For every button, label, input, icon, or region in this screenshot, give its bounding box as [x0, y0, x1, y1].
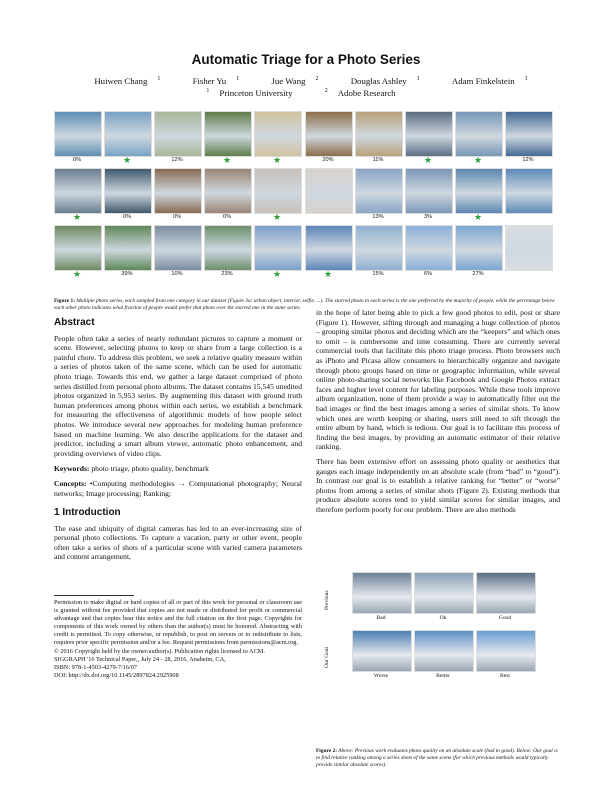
permission-block: Permission to make digital or hard copies of all or part of this work for personal or classroom use is granted without fee provided that copies are not made or distributed for profit or commercial advantage and that copies bear this notice and the full citation on the first page. Copyrights for components of this work owned by others than the author(s) must be honored. Abstracting with credit is permitted. To copy otherwise, or republish, to post on servers or to redistribute to lists, requires prior specific permission and/or a fee. Request permissions from permissions@acm.org. © 2016 Copyright held by the owner/author(s). Publication rights licensed to ACM. SIGGRAPH '16 Technical Paper,, July 24 - 28, 2016, Anaheim, CA, ISBN: 978-1-4503-4279-7/16/07 DOI: http://dx.doi.org/10.1145/2897824.2925908 [54, 599, 302, 679]
preference-percentage: 3% [423, 214, 433, 220]
series-photo [254, 111, 302, 157]
series-photo [104, 111, 152, 157]
author: Douglas Ashley $^1$ [350, 76, 420, 86]
preferred-star-icon: ★ [473, 212, 483, 222]
preferred-star-icon: ★ [272, 212, 282, 222]
preference-percentage: 0% [72, 157, 82, 163]
preference-percentage: 23% [221, 271, 233, 277]
preference-percentage: 0% [222, 214, 232, 220]
series-photo [204, 225, 252, 271]
preferred-star-icon: ★ [473, 155, 483, 165]
abstract-text: People often take a series of nearly redundant pictures to capture a moment or scene. However, selecting photos to keep or share from a large collection is a painful chore. To address this problem, we seek a relative quality measure within a series of photos taken of the same scene, which can be used for automatic photo triage. Towards this end, we gather a large dataset comprised of photo series distilled from personal photo albums. The dataset contains 15,545 unedited photos organized in 5,953 series. By augmenting this dataset with ground truth human preferences among photos within each series, we establish a benchmark for measuring the effectiveness of algorithmic models of how people select photos. We introduce several new approaches for modeling human preference based on machine learning. We also describe applications for the dataset and predictor, including a smart album viewer, automatic photo enhancement, and providing overviews of video clips. [54, 333, 302, 458]
series-photo [54, 111, 102, 157]
footnote-rule [54, 595, 134, 596]
figure-2-photo [476, 572, 536, 614]
series-photo [104, 168, 152, 214]
preferred-star-icon: ★ [122, 155, 132, 165]
preference-percentage: 10% [171, 271, 183, 277]
series-photo [54, 225, 102, 271]
series-photo [305, 111, 353, 157]
quality-label: Ok [439, 615, 447, 621]
series-photo [355, 111, 403, 157]
introduction-heading: 1 Introduction [54, 507, 121, 519]
series-photo [254, 225, 302, 271]
abstract-heading: Abstract [54, 317, 95, 328]
series-photo [405, 225, 453, 271]
preference-percentage: 39% [121, 271, 133, 277]
series-photo [355, 168, 403, 214]
preferred-star-icon: ★ [323, 269, 333, 279]
quality-label: Best [500, 673, 510, 679]
series-photo [54, 168, 102, 214]
row-label-previous: Previous [324, 590, 330, 610]
author-list [0, 76, 612, 86]
series-photo [505, 111, 553, 157]
preference-percentage: 11% [372, 157, 384, 163]
preferred-star-icon: ★ [72, 269, 82, 279]
series-photo [254, 168, 302, 214]
preference-percentage: 0% [172, 214, 182, 220]
figure-2-photo [352, 572, 412, 614]
preference-percentage: 12% [171, 157, 183, 163]
series-photo [405, 111, 453, 157]
series-photo [305, 225, 353, 271]
series-photo [455, 111, 503, 157]
series-photo [455, 225, 503, 271]
preferred-star-icon: ★ [72, 212, 82, 222]
figure-2-photo [414, 572, 474, 614]
author: Adam Finkelstein $^1$ [451, 76, 528, 86]
author: Fisher Yu $^1$ [192, 76, 240, 86]
preference-percentage: 13% [372, 214, 384, 220]
right-column [316, 308, 560, 519]
preferred-star-icon: ★ [423, 155, 433, 165]
figure-2-photo [352, 630, 412, 672]
series-photo [204, 111, 252, 157]
series-photo [455, 168, 503, 214]
preference-percentage: 0% [122, 214, 132, 220]
series-photo [405, 168, 453, 214]
preferred-star-icon: ★ [272, 269, 282, 279]
series-photo [154, 111, 202, 157]
quality-label: Worse [373, 673, 389, 679]
quality-label: Better [436, 673, 450, 679]
ccs-concepts: Concepts: •Computing methodologies → Computational photography; Neural networks; Image processing; Ranking; [54, 478, 302, 498]
series-photo [104, 225, 152, 271]
series-photo [204, 168, 252, 214]
preference-percentage: 27% [472, 271, 484, 277]
preference-percentage: 6% [423, 271, 433, 277]
series-photo [154, 168, 202, 214]
author: Huiwen Chang $^1$ [94, 76, 161, 86]
right-paragraph-2: There has been extensive effort on assessing photo quality or aesthetics that gauges each image independently on an absolute scale (from “bad” to “good”). In contrast our goal is to establish a relative ranking for “better” or “worse” photos from among a series of similar shots (Figure 2). Existing methods that produce absolute scores tend to yield similar scores for similar images, and therefore perform poorly for our problem. There are also methods [316, 456, 560, 514]
series-photo [505, 168, 553, 214]
preference-percentage: 12% [522, 157, 534, 163]
right-paragraph-1: in the hope of later being able to pick a few good photos to edit, post or share (Figure 1). However, sifting through and managing a huge collection of photos – grouping similar photos and deciding which are the “keepers” and which ones to omit – is cumbersome and time consuming. There are currently several commercial tools that facilitate this photo triage process. Photo browsers such as iPhoto and Picasa allow consumers to hierarchically organize and navigate through photo groups based on time or geographic information, while several online photo-sharing social networks like Facebook and Google Photos extract faces and higher level content for labeling purposes. While these tools improve album organization, none of them provide a way to automatically filter out the bad images or find the best images among a series of similar shots. To know which ones are worth keeping or sharing, users still need to sift through the entire album by hand, which is tedious. Our goal is to facilitate this process of finding the best images, by providing an automatic estimator of their relative ranking. [316, 308, 560, 452]
figure-2-photo [476, 630, 536, 672]
series-photo [505, 225, 553, 271]
keywords: Keywords: photo triage, photo quality, benchmark [54, 464, 209, 474]
series-photo [305, 168, 353, 214]
quality-label: Bad [376, 615, 386, 621]
introduction-text: The ease and ubiquity of digital cameras has led to an ever-increasing size of personal photo collections. To capture a vacation, party or other event, people often take a series of shots of a particular scene with varied camera parameters and content arrangement, [54, 523, 302, 562]
preference-percentage: 20% [322, 157, 334, 163]
quality-label: Good [498, 615, 512, 621]
preference-percentage: 15% [372, 271, 384, 277]
affiliations: $^1$ Princeton University $^2$ Adobe Research [206, 88, 396, 98]
author: Jue Wang $^2$ [271, 76, 319, 86]
paper-title: Automatic Triage for a Photo Series [191, 52, 421, 67]
figure-2-photo [414, 630, 474, 672]
series-photo [355, 225, 403, 271]
row-label-our-goal: Our Goal [324, 647, 330, 668]
left-column [54, 316, 302, 567]
preferred-star-icon: ★ [222, 155, 232, 165]
preferred-star-icon: ★ [272, 155, 282, 165]
figure-1-caption: Figure 1: Multiple photo series, each sampled from one category in our dataset (Figure 3a: urban object, interior, selfie, ...). The starred photo in each series is the one preferred by the majority of people, while the percentage below each other photo indicates what fraction of people would prefer that photo over the starred one in the same series. [54, 298, 555, 312]
figure-2-caption: Figure 2: Above: Previous work evaluates photo quality on an absolute scale (bad to good). Below: Our goal is to find relative ranking among a series shots of the same scene (for which previous methods would typically provide similar absolute scores). [316, 748, 558, 769]
series-photo [154, 225, 202, 271]
